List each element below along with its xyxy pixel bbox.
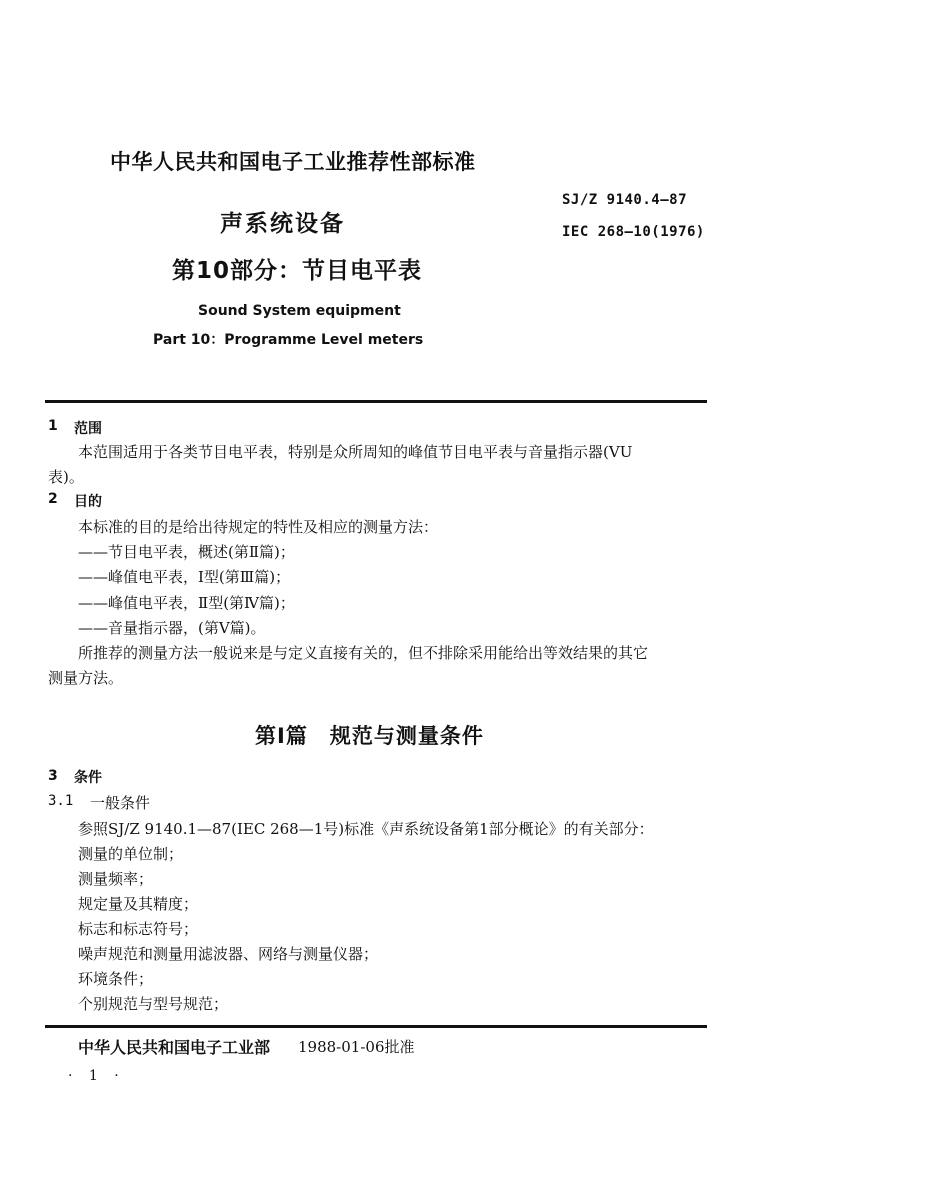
section-1-number: 1: [48, 418, 58, 434]
section-2-intro: 本标准的目的是给出待规定的特性及相应的测量方法：: [78, 518, 439, 536]
subsection-3-1-title: 一般条件: [90, 794, 151, 812]
document-subtitle-cn: 第10部分：节目电平表: [172, 258, 423, 284]
document-title-en: Sound System equipment: [198, 303, 401, 319]
section-2-item: ——音量指示器，(第Ⅴ篇)。: [78, 619, 266, 637]
section-2-closing-line-1: 所推荐的测量方法一般说来是与定义直接有关的，但不排除采用能给出等效结果的其它: [78, 644, 649, 662]
section-2-title: 目的: [74, 494, 102, 510]
section-3-line: 测量频率；: [78, 870, 154, 888]
section-2-closing-line-2: 测量方法。: [48, 669, 124, 687]
section-1-text-line-2: 表)。: [48, 468, 84, 486]
section-3-line: 环境条件；: [78, 970, 154, 988]
section-3-line: 测量的单位制；: [78, 845, 184, 863]
section-1-text-line-1: 本范围适用于各类节目电平表，特别是众所周知的峰值节目电平表与音量指示器(VU: [78, 443, 633, 461]
document-title-cn: 声系统设备: [220, 211, 345, 237]
iec-number: IEC 268—10(1976): [562, 224, 705, 240]
section-2-item: ——峰值电平表，Ⅱ型(第Ⅳ篇)；: [78, 594, 295, 612]
subsection-3-1-number: 3.1: [48, 793, 74, 809]
issuing-organization: 中华人民共和国电子工业推荐性部标准: [110, 150, 476, 174]
approval-date: 1988-01-06批准: [298, 1038, 415, 1056]
section-2-number: 2: [48, 491, 58, 507]
standard-number: SJ/Z 9140.4—87: [562, 192, 688, 208]
section-3-title: 条件: [74, 770, 102, 786]
document-subtitle-en: Part 10：Programme Level meters: [153, 332, 424, 348]
section-3-line: 个别规范与型号规范；: [78, 995, 229, 1013]
section-3-line: 标志和标志符号；: [78, 920, 199, 938]
footer-divider: [45, 1025, 707, 1028]
section-3-line: 噪声规范和测量用滤波器、网络与测量仪器；: [78, 945, 379, 963]
page-number: · 1 ·: [68, 1068, 125, 1084]
header-divider: [45, 400, 707, 403]
section-2-item: ——节目电平表，概述(第Ⅱ篇)；: [78, 543, 295, 561]
section-2-item: ——峰值电平表，Ⅰ型(第Ⅲ篇)；: [78, 568, 291, 586]
section-1-title: 范围: [74, 421, 102, 437]
footer-organization: 中华人民共和国电子工业部: [78, 1038, 271, 1057]
section-3-line: 规定量及其精度；: [78, 895, 199, 913]
section-3-number: 3: [48, 768, 58, 784]
part-heading: 第Ⅰ篇 规范与测量条件: [255, 724, 484, 748]
section-3-line: 参照SJ/Z 9140.1—87(IEC 268—1号)标准《声系统设备第1部分概论》的有关部分：: [78, 820, 654, 838]
